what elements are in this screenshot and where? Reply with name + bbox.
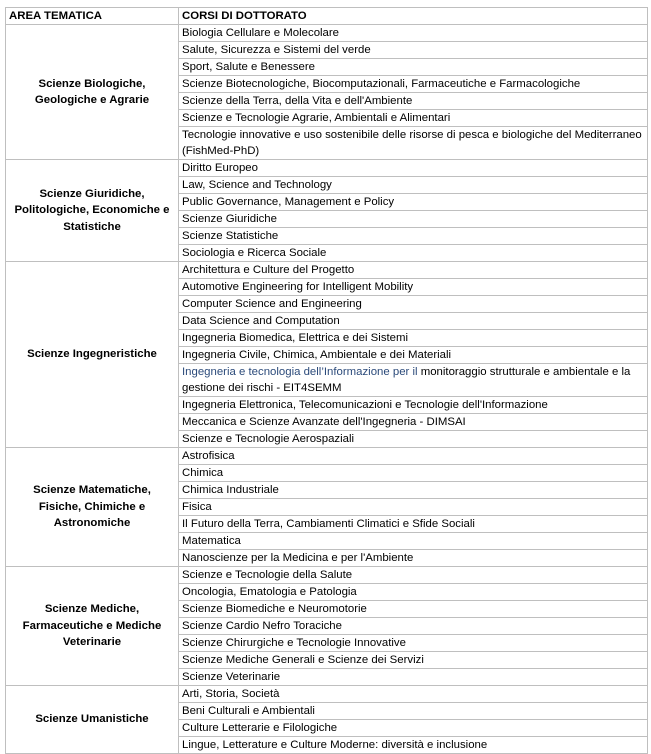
course-cell: Arti, Storia, Società bbox=[179, 686, 648, 703]
course-cell: Law, Science and Technology bbox=[179, 177, 648, 194]
table-body bbox=[6, 25, 648, 754]
course-cell: Scienze Veterinarie bbox=[179, 669, 648, 686]
table-row bbox=[6, 25, 648, 42]
course-cell: Oncologia, Ematologia e Patologia bbox=[179, 584, 648, 601]
course-cell: Ingegneria Civile, Chimica, Ambientale e dei Materiali bbox=[179, 347, 648, 364]
course-cell: Computer Science and Engineering bbox=[179, 296, 648, 313]
highlighted-course-part: Ingegneria e tecnologia dell’Informazione per il bbox=[182, 366, 418, 378]
course-cell: Nanoscienze per la Medicina e per l'Ambiente bbox=[179, 550, 648, 567]
course-cell: Scienze e Tecnologie della Salute bbox=[179, 567, 648, 584]
course-cell: Public Governance, Management e Policy bbox=[179, 194, 648, 211]
course-cell: Scienze e Tecnologie Aerospaziali bbox=[179, 431, 648, 448]
course-cell: Scienze Mediche Generali e Scienze dei Servizi bbox=[179, 652, 648, 669]
course-cell: Sport, Salute e Benessere bbox=[179, 59, 648, 76]
header-courses: CORSI DI DOTTORATO bbox=[179, 8, 648, 25]
course-cell: Scienze Giuridiche bbox=[179, 211, 648, 228]
course-cell: Sociologia e Ricerca Sociale bbox=[179, 245, 648, 262]
table-row bbox=[6, 686, 648, 703]
course-cell: Astrofisica bbox=[179, 448, 648, 465]
area-cell: Scienze Umanistiche bbox=[6, 686, 179, 754]
course-cell: Il Futuro della Terra, Cambiamenti Climatici e Sfide Sociali bbox=[179, 516, 648, 533]
course-cell: Scienze Chirurgiche e Tecnologie Innovative bbox=[179, 635, 648, 652]
course-cell: Fisica bbox=[179, 499, 648, 516]
course-cell: Salute, Sicurezza e Sistemi del verde bbox=[179, 42, 648, 59]
course-cell: Matematica bbox=[179, 533, 648, 550]
course-cell: Diritto Europeo bbox=[179, 160, 648, 177]
doctorate-table bbox=[5, 7, 648, 754]
area-cell: Scienze Mediche, Farmaceutiche e Mediche Veterinarie bbox=[6, 567, 179, 686]
course-cell: Tecnologie innovative e uso sostenibile delle risorse di pesca e biologiche del Mediterraneo (FishMed-PhD) bbox=[179, 127, 648, 160]
course-cell: Scienze Statistiche bbox=[179, 228, 648, 245]
course-cell: Automotive Engineering for Intelligent Mobility bbox=[179, 279, 648, 296]
course-cell: Lingue, Letterature e Culture Moderne: diversità e inclusione bbox=[179, 737, 648, 754]
area-cell: Scienze Giuridiche, Politologiche, Economiche e Statistiche bbox=[6, 160, 179, 262]
course-cell: Biologia Cellulare e Molecolare bbox=[179, 25, 648, 42]
course-cell: Scienze e Tecnologie Agrarie, Ambientali e Alimentari bbox=[179, 110, 648, 127]
table-row bbox=[6, 262, 648, 279]
course-cell: Ingegneria e tecnologia dell’Informazione per il monitoraggio strutturale e ambientale e la gestione dei rischi - EIT4SEMM bbox=[179, 364, 648, 397]
table-row bbox=[6, 567, 648, 584]
table-row bbox=[6, 160, 648, 177]
header-area: AREA TEMATICA bbox=[6, 8, 179, 25]
course-cell: Scienze Biomediche e Neuromotorie bbox=[179, 601, 648, 618]
header-row bbox=[6, 8, 648, 25]
course-cell: Chimica Industriale bbox=[179, 482, 648, 499]
course-cell: Beni Culturali e Ambientali bbox=[179, 703, 648, 720]
course-cell: Scienze Biotecnologiche, Biocomputazionali, Farmaceutiche e Farmacologiche bbox=[179, 76, 648, 93]
course-cell: Ingegneria Elettronica, Telecomunicazioni e Tecnologie dell'Informazione bbox=[179, 397, 648, 414]
course-cell: Culture Letterarie e Filologiche bbox=[179, 720, 648, 737]
course-cell: Meccanica e Scienze Avanzate dell'Ingegneria - DIMSAI bbox=[179, 414, 648, 431]
area-cell: Scienze Matematiche, Fisiche, Chimiche e Astronomiche bbox=[6, 448, 179, 567]
area-cell: Scienze Biologiche, Geologiche e Agrarie bbox=[6, 25, 179, 160]
course-cell: Ingegneria Biomedica, Elettrica e dei Sistemi bbox=[179, 330, 648, 347]
course-cell: Data Science and Computation bbox=[179, 313, 648, 330]
course-cell: Architettura e Culture del Progetto bbox=[179, 262, 648, 279]
area-cell: Scienze Ingegneristiche bbox=[6, 262, 179, 448]
course-cell: Chimica bbox=[179, 465, 648, 482]
course-cell: Scienze della Terra, della Vita e dell'Ambiente bbox=[179, 93, 648, 110]
course-cell: Scienze Cardio Nefro Toraciche bbox=[179, 618, 648, 635]
table-row bbox=[6, 448, 648, 465]
